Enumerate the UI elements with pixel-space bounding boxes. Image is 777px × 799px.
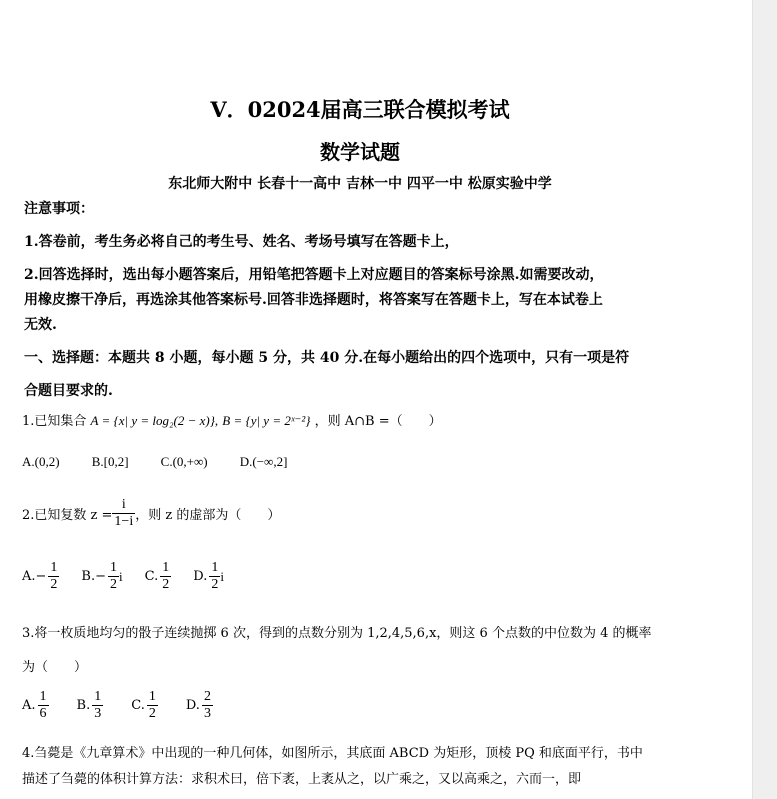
q1-option-d: D.(−∞,2] [239,454,288,469]
q1-options [22,454,303,470]
exam-title: V．02024届高三联合模拟考试 [210,97,510,122]
q2-option-c-den: 2 [162,577,170,593]
section-heading-line-2: 合题目要求的. [24,383,113,399]
schools-line: 东北师大附中 长春十一高中 吉林一中 四平一中 松原实验中学 [168,176,552,192]
q2-options [22,560,240,593]
section-heading-line-1: 一、选择题：本题共 8 小题，每小题 5 分，共 40 分.在每小题给出的四个选项中，只有一项是符 [24,350,630,366]
q2-option-c [145,560,172,593]
q2-option-c-num: 1 [162,560,170,575]
q2-option-b-label: B.− [81,569,106,585]
note-item-2-line-3: 无效. [24,317,57,333]
q3-option-a-den: 6 [39,706,47,722]
q2-option-a-den: 2 [50,577,58,593]
q2-option-a [22,560,59,593]
q2-option-b [81,560,122,593]
q2-option-c-label: C. [144,569,159,585]
q2-suffix: ，则 z 的虚部为（ ） [135,508,281,524]
question-3-line-2: 为（ ） [22,660,88,675]
q1-set-b: B = {y| y = 2ˣ⁻²} [222,413,311,428]
q2-option-d-label: D. [193,569,208,585]
question-4-line-2: 描述了刍薨的体积计算方法：求积术曰，倍下袤，上袤从之，以广乘之，又以高乘之，六而一，即 [22,772,582,787]
q3-option-d-den: 3 [203,706,211,722]
q3-option-b-num: 1 [94,689,102,704]
vertical-scrollbar[interactable] [752,0,777,799]
q2-option-a-label: A.− [22,569,47,585]
q2-fraction-numerator: i [121,497,126,512]
q2-fraction-denominator: 1−i [114,514,134,530]
q2-option-d [193,560,224,593]
question-2 [22,497,280,530]
q2-option-d-den: 2 [211,577,219,593]
note-item-1: 1.答卷前，考生务必将自己的考生号、姓名、考场号填写在答题卡上， [24,234,459,250]
q3-option-a-num: 1 [39,689,47,704]
q3-option-d [186,689,213,722]
exam-subtitle: 数学试题 [320,140,400,164]
q2-option-d-tail: i [220,568,224,584]
q1-option-c: C.(0,+∞) [160,454,208,469]
question-1: 1.已知集合 A = {x| y = log₂(2 − x)}, B = {y| y = 2ˣ⁻²} ，则 A∩B =（ ） [22,413,442,429]
q1-option-a: A.(0,2) [22,454,60,469]
q1-suffix: ，则 A∩B =（ ） [314,414,442,429]
q3-options [22,689,229,722]
q3-option-c-den: 2 [148,706,156,722]
q2-option-d-num: 1 [211,560,219,575]
q2-option-b-num: 1 [110,560,117,575]
note-item-2-line-1: 2.回答选择时，选出每小题答案后，用铅笔把答题卡上对应题目的答案标号涂黑.如需要改动， [24,267,604,283]
q1-option-b: B.[0,2] [91,454,129,469]
q3-option-d-num: 2 [203,689,211,704]
q2-prefix: 2.已知复数 z = [22,508,113,524]
q3-option-c-num: 1 [148,689,156,704]
q3-option-a [22,689,49,722]
q2-option-b-tail: i [119,568,123,584]
q3-option-a-label: A. [22,698,36,714]
q2-option-a-num: 1 [50,560,58,575]
q1-set-a: A = {x| y = log₂(2 − x)} [90,413,215,428]
q3-option-c-label: C. [131,698,145,714]
q3-option-d-label: D. [185,698,200,714]
question-3-line-1: 3.将一枚质地均匀的骰子连续抛掷 6 次，得到的点数分别为 1,2,4,5,6,x，则这 6 个点数的中位数为 4 的概率 [22,626,652,641]
q2-fraction [112,497,135,530]
question-4-line-1: 4.刍薨是《九章算术》中出现的一种几何体，如图所示，其底面 ABCD 为矩形，顶棱 PQ 和底面平行，书中 [22,746,643,761]
note-item-2-line-2: 用橡皮擦干净后，再选涂其他答案标号.回答非选择题时，将答案写在答题卡上，写在本试卷上 [24,292,603,308]
notes-heading: 注意事项： [24,201,94,217]
q2-option-b-den: 2 [110,577,117,593]
q1-prefix: 1.已知集合 [22,414,87,429]
q3-option-b-label: B. [76,698,91,714]
q3-option-b-den: 3 [94,706,102,722]
q3-option-b [77,689,104,722]
q3-option-c [131,689,158,722]
